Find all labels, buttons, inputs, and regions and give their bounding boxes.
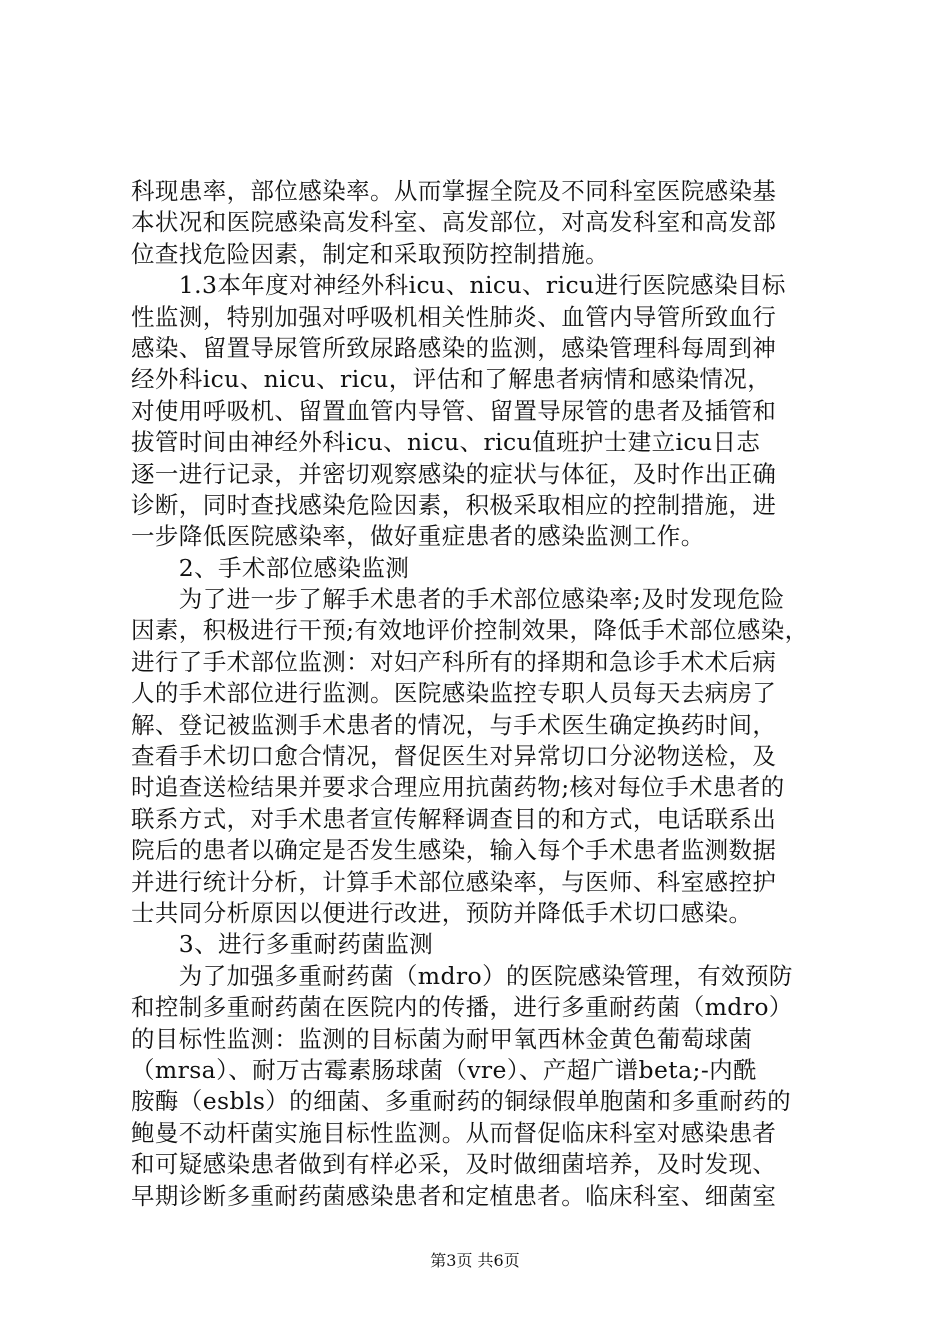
text-line: 早期诊断多重耐药菌感染患者和定植患者。临床科室、细菌室 [131, 1181, 777, 1210]
text-line: 拔管时间由神经外科icu、nicu、ricu值班护士建立icu日志 [131, 428, 761, 457]
text-line: 经外科icu、nicu、ricu，评估和了解患者病情和感染情况， [131, 365, 772, 394]
text-line: 解、登记被监测手术患者的情况，与手术医生确定换药时间， [131, 710, 777, 739]
text-line: 进行了手术部位监测：对妇产科所有的择期和急诊手术术后病 [131, 647, 777, 676]
text-line: 并进行统计分析，计算手术部位感染率，与医师、科室感控护 [131, 867, 777, 896]
text-line: 性监测，特别加强对呼吸机相关性肺炎、血管内导管所致血行 [131, 302, 777, 331]
text-line: 2、手术部位感染监测 [131, 553, 410, 582]
document-body [131, 176, 833, 1212]
text-line: 士共同分析原因以便进行改进，预防并降低手术切口感染。 [131, 898, 753, 927]
text-line: 鲍曼不动杆菌实施目标性监测。从而督促临床科室对感染患者 [131, 1118, 777, 1147]
text-line: 对使用呼吸机、留置血管内导管、留置导尿管的患者及插管和 [131, 396, 777, 425]
text-line: 院后的患者以确定是否发生感染，输入每个手术患者监测数据 [131, 836, 777, 865]
text-line: 查看手术切口愈合情况，督促医生对异常切口分泌物送检，及 [131, 742, 777, 771]
text-line: 和控制多重耐药菌在医院内的传播，进行多重耐药菌（mdro） [131, 993, 793, 1022]
page-footer: 第3页 共6页 [430, 1251, 520, 1270]
text-line: 感染、留置导尿管所致尿路感染的监测，感染管理科每周到神 [131, 333, 777, 362]
text-line: 胺酶（esbls）的细菌、多重耐药的铜绿假单胞菌和多重耐药的 [131, 1087, 792, 1116]
text-line: 联系方式，对手术患者宣传解释调查目的和方式，电话联系出 [131, 804, 777, 833]
text-line: 1.3本年度对神经外科icu、nicu、ricu进行医院感染目标 [131, 271, 786, 300]
text-line: 因素，积极进行干预;有效地评价控制效果，降低手术部位感染， [131, 616, 809, 645]
text-line: 科现患率，部位感染率。从而掌握全院及不同科室医院感染基 [131, 177, 777, 205]
text-line: 诊断，同时查找感染危险因素，积极采取相应的控制措施，进 [131, 490, 777, 519]
text-line: 3、进行多重耐药菌监测 [131, 930, 434, 959]
text-line: 为了进一步了解手术患者的手术部位感染率;及时发现危险 [131, 585, 785, 614]
text-line: 时追查送检结果并要求合理应用抗菌药物;核对每位手术患者的 [131, 773, 785, 802]
text-line: 的目标性监测：监测的目标菌为耐甲氧西林金黄色葡萄球菌 [131, 1024, 753, 1053]
text-line: 位查找危险因素，制定和采取预防控制措施。 [131, 239, 609, 268]
text-line: 逐一进行记录，并密切观察感染的症状与体征，及时作出正确 [131, 459, 777, 488]
text-line: 一步降低医院感染率，做好重症患者的感染监测工作。 [131, 522, 705, 551]
text-line: （mrsa）、耐万古霉素肠球菌（vre）、产超广谱beta;-内酰 [131, 1055, 757, 1084]
text-line: 本状况和医院感染高发科室、高发部位，对高发科室和高发部 [131, 208, 777, 237]
text-line: 人的手术部位进行监测。医院感染监控专职人员每天去病房了 [131, 679, 777, 708]
text-line: 为了加强多重耐药菌（mdro）的医院感染管理，有效预防 [131, 961, 793, 990]
text-line: 和可疑感染患者做到有样必采，及时做细菌培养，及时发现、 [131, 1150, 777, 1179]
